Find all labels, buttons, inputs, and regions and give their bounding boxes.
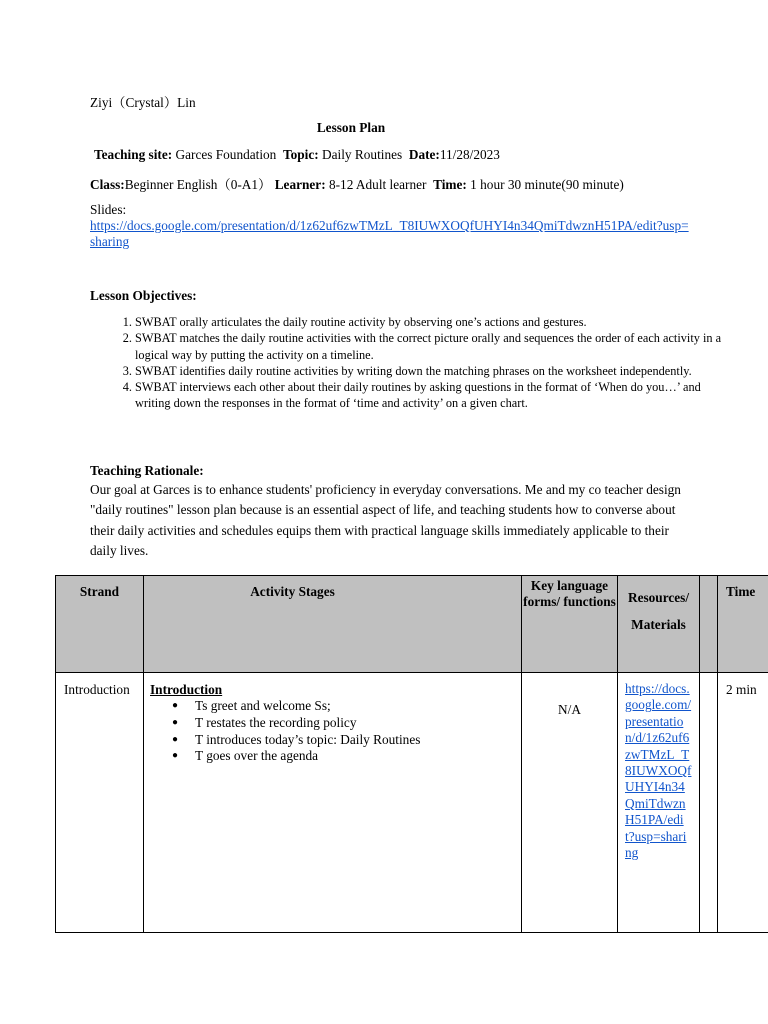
- activity-cell: [144, 673, 522, 933]
- learner-value: 8-12 Adult learner: [328, 177, 427, 192]
- date-label: Date:: [408, 147, 440, 162]
- blank-cell: [700, 673, 718, 933]
- teaching-site-line: [94, 147, 500, 163]
- header-time: Time: [726, 584, 756, 599]
- time-value: 1 hour 30 minute(90 minute): [470, 177, 624, 192]
- slides-label: Slides:: [90, 202, 127, 217]
- header-activity-stages: Activity Stages: [250, 584, 335, 599]
- slides-section: [90, 202, 690, 250]
- rationale-text: Our goal at Garces is to enhance students' proficiency in everyday conversations. Me and my co teacher design "daily routines" lesson plan because is an essential aspect of life, and teaching students how to converse about their daily activities and schedules equips them with practical language skills immediately applicable to their daily lives.: [90, 482, 681, 558]
- objectives-list: [90, 314, 727, 412]
- objective-item: 1. SWBAT orally articulates the daily routine activity by observing one’s actions and gestures.: [135, 314, 727, 330]
- activity-bullet: ● T introduces today’s topic: Daily Routines: [195, 732, 521, 749]
- learner-label: Learner:: [274, 177, 326, 192]
- table-header-row: [56, 576, 768, 673]
- page-title: Lesson Plan: [316, 120, 386, 135]
- activity-title: Introduction: [150, 682, 223, 697]
- header-resources: Resources/ Materials: [627, 590, 690, 632]
- teaching-site-value: Garces Foundation: [175, 147, 277, 162]
- objectives-heading: Lesson Objectives:: [90, 288, 197, 303]
- time-cell: 2 min: [718, 673, 768, 933]
- teaching-site-label: Teaching site:: [94, 147, 173, 162]
- objective-item: 4. SWBAT interviews each other about their daily routines by asking questions in the format of ‘When do you…’ and writing down the responses in the format of ‘time and activity’ on a given chart.: [135, 379, 727, 412]
- activity-bullet: ● T restates the recording policy: [195, 715, 521, 732]
- activity-bullet: ● Ts greet and welcome Ss;: [195, 698, 521, 715]
- key-language-cell: N/A: [522, 673, 618, 933]
- objective-item: 2. SWBAT matches the daily routine activities with the correct picture orally and sequences the order of each activity in a logical way by putting the activity on a timeline.: [135, 330, 727, 363]
- resources-cell: [618, 673, 700, 933]
- class-line: [90, 174, 624, 193]
- table-row: [56, 673, 768, 933]
- class-label: Class:: [90, 177, 125, 192]
- rationale-heading: Teaching Rationale:: [90, 463, 204, 478]
- activity-bullets: [150, 698, 521, 765]
- header-blank: [700, 576, 717, 584]
- class-value: Beginner English（0-A1）: [124, 177, 272, 192]
- header-key-language: Key language forms/ functions: [523, 578, 616, 609]
- header-strand: Strand: [79, 584, 120, 599]
- date-value: 11/28/2023: [439, 147, 500, 162]
- time-label: Time:: [433, 177, 467, 192]
- author-name: Ziyi（Crystal）Lin: [90, 95, 196, 110]
- lesson-plan-table: [55, 575, 768, 933]
- objective-item: 3. SWBAT identifies daily routine activities by writing down the matching phrases on the worksheet independently.: [135, 363, 727, 379]
- topic-value: Daily Routines: [322, 147, 403, 162]
- activity-bullet: ● T goes over the agenda: [195, 748, 521, 765]
- strand-cell: Introduction: [56, 673, 144, 933]
- resource-link[interactable]: https://docs.google.com/presentation/d/1z62uf6zwTMzL_T8IUWXOQfUHYI4n34QmiTdwznH51PA/edit?usp=sharing: [625, 681, 692, 861]
- topic-label: Topic:: [282, 147, 319, 162]
- slides-link[interactable]: https://docs.google.com/presentation/d/1z62uf6zwTMzL_T8IUWXOQfUHYI4n34QmiTdwznH51PA/edit?usp=sharing: [90, 218, 689, 249]
